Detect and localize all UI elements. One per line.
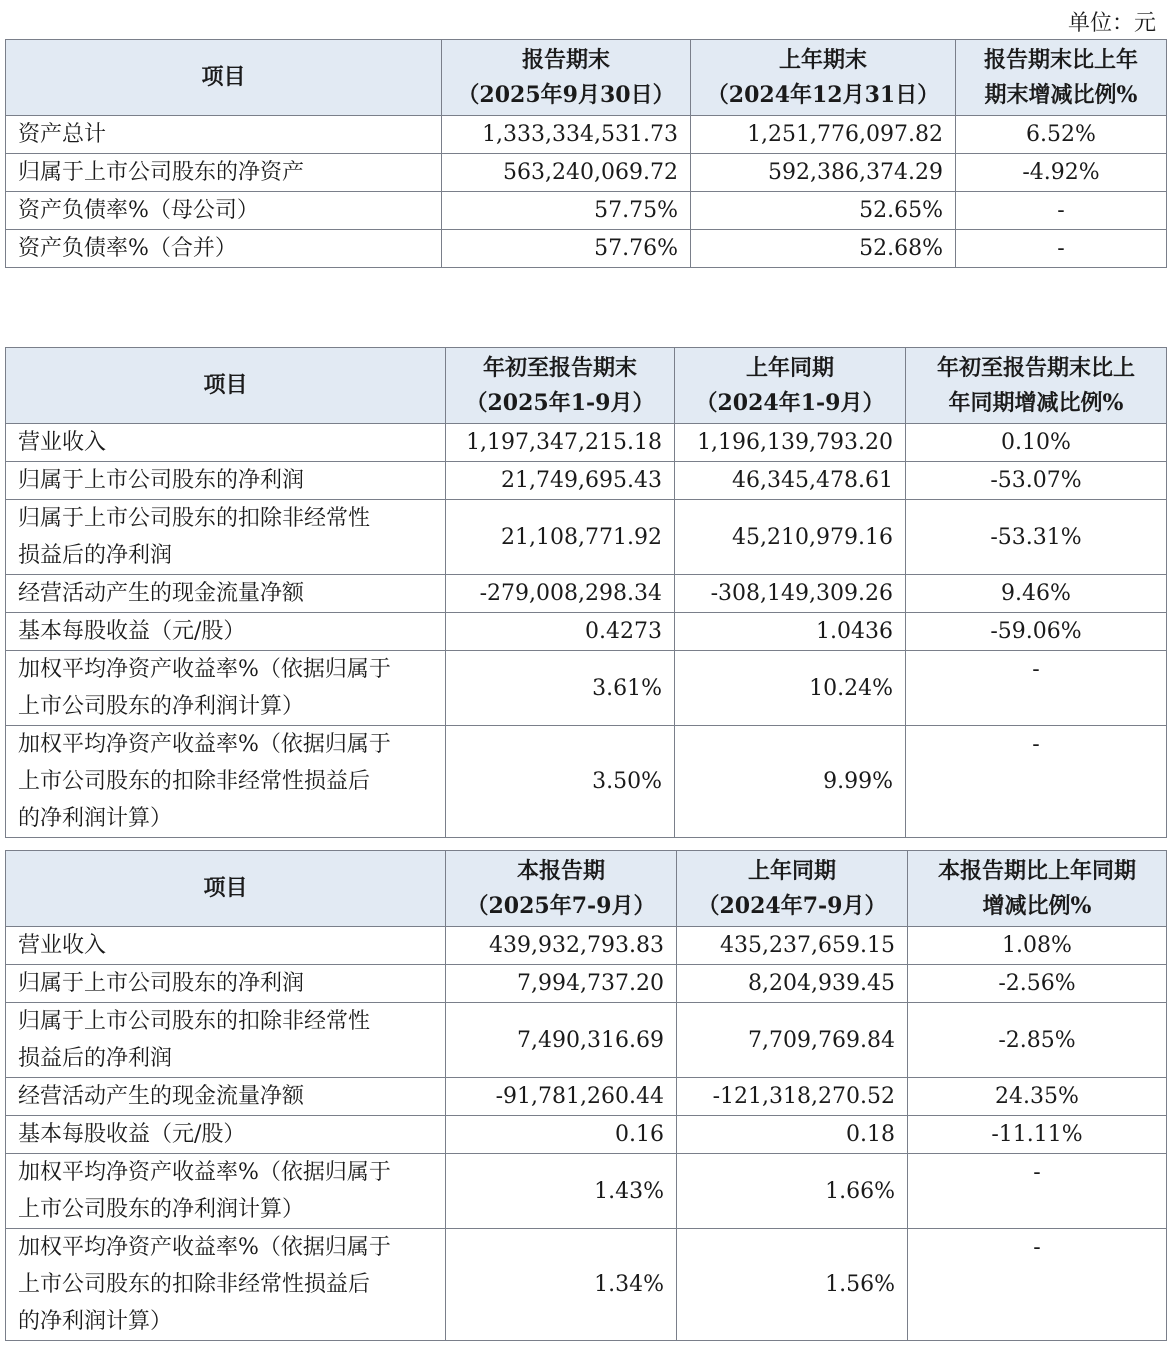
change-value: -11.11% bbox=[908, 1116, 1167, 1154]
change-value: - bbox=[906, 651, 1167, 726]
header-item: 项目 bbox=[6, 851, 446, 927]
current-value: 1,197,347,215.18 bbox=[446, 424, 675, 462]
header-current-period: 年初至报告期末 （2025年1-9月） bbox=[446, 348, 675, 424]
change-value: 6.52% bbox=[956, 116, 1167, 154]
prior-value: -308,149,309.26 bbox=[675, 575, 906, 613]
header-item: 项目 bbox=[6, 40, 442, 116]
change-value: - bbox=[906, 726, 1167, 838]
table-row bbox=[6, 613, 1167, 651]
prior-value: 1,251,776,097.82 bbox=[691, 116, 956, 154]
prior-value: 1,196,139,793.20 bbox=[675, 424, 906, 462]
change-value: 24.35% bbox=[908, 1078, 1167, 1116]
table-row bbox=[6, 965, 1167, 1003]
header-change: 本报告期比上年同期 增减比例% bbox=[908, 851, 1167, 927]
prior-value: 8,204,939.45 bbox=[677, 965, 908, 1003]
change-value: 1.08% bbox=[908, 927, 1167, 965]
current-value: 1.43% bbox=[446, 1154, 677, 1229]
prior-value: 9.99% bbox=[675, 726, 906, 838]
table-row bbox=[6, 1154, 1167, 1229]
row-label: 基本每股收益（元/股） bbox=[6, 1116, 446, 1154]
header-period-end: 报告期末 （2025年9月30日） bbox=[442, 40, 691, 116]
current-value: 1.34% bbox=[446, 1229, 677, 1341]
change-value: -59.06% bbox=[906, 613, 1167, 651]
change-value: -4.92% bbox=[956, 154, 1167, 192]
change-value: 0.10% bbox=[906, 424, 1167, 462]
header-prior-period: 上年同期 （2024年1-9月） bbox=[675, 348, 906, 424]
table-row bbox=[6, 192, 1167, 230]
current-value: 3.61% bbox=[446, 651, 675, 726]
row-label: 资产总计 bbox=[6, 116, 442, 154]
row-label: 营业收入 bbox=[6, 927, 446, 965]
header-change: 年初至报告期末比上 年同期增减比例% bbox=[906, 348, 1167, 424]
table-row bbox=[6, 500, 1167, 575]
row-label: 加权平均净资产收益率%（依据归属于 上市公司股东的扣除非经常性损益后 的净利润计算） bbox=[6, 726, 446, 838]
row-label: 加权平均净资产收益率%（依据归属于 上市公司股东的净利润计算） bbox=[6, 1154, 446, 1229]
current-value: 57.75% bbox=[442, 192, 691, 230]
current-value: -279,008,298.34 bbox=[446, 575, 675, 613]
prior-value: 592,386,374.29 bbox=[691, 154, 956, 192]
change-value: - bbox=[908, 1154, 1167, 1229]
change-value: -53.07% bbox=[906, 462, 1167, 500]
row-label: 经营活动产生的现金流量净额 bbox=[6, 1078, 446, 1116]
row-label: 基本每股收益（元/股） bbox=[6, 613, 446, 651]
row-label: 资产负债率%（合并） bbox=[6, 230, 442, 268]
table-row bbox=[6, 1003, 1167, 1078]
row-label: 加权平均净资产收益率%（依据归属于 上市公司股东的扣除非经常性损益后 的净利润计算） bbox=[6, 1229, 446, 1341]
header-item: 项目 bbox=[6, 348, 446, 424]
current-value: 1,333,334,531.73 bbox=[442, 116, 691, 154]
prior-value: 10.24% bbox=[675, 651, 906, 726]
current-value: 563,240,069.72 bbox=[442, 154, 691, 192]
change-value: -2.85% bbox=[908, 1003, 1167, 1078]
table-row bbox=[6, 1229, 1167, 1341]
current-value: 0.16 bbox=[446, 1116, 677, 1154]
current-value: 21,749,695.43 bbox=[446, 462, 675, 500]
row-label: 营业收入 bbox=[6, 424, 446, 462]
row-label: 归属于上市公司股东的净利润 bbox=[6, 965, 446, 1003]
header-prior-period: 上年同期 （2024年7-9月） bbox=[677, 851, 908, 927]
prior-value: 46,345,478.61 bbox=[675, 462, 906, 500]
row-label: 资产负债率%（母公司） bbox=[6, 192, 442, 230]
table-row bbox=[6, 230, 1167, 268]
table-row bbox=[6, 462, 1167, 500]
prior-value: 1.0436 bbox=[675, 613, 906, 651]
change-value: - bbox=[956, 192, 1167, 230]
table-row bbox=[6, 154, 1167, 192]
current-value: 7,994,737.20 bbox=[446, 965, 677, 1003]
row-label: 加权平均净资产收益率%（依据归属于 上市公司股东的净利润计算） bbox=[6, 651, 446, 726]
prior-value: 52.65% bbox=[691, 192, 956, 230]
row-label: 归属于上市公司股东的扣除非经常性 损益后的净利润 bbox=[6, 500, 446, 575]
change-value: - bbox=[956, 230, 1167, 268]
prior-value: 45,210,979.16 bbox=[675, 500, 906, 575]
change-value: 9.46% bbox=[906, 575, 1167, 613]
table-row bbox=[6, 651, 1167, 726]
current-value: 439,932,793.83 bbox=[446, 927, 677, 965]
table-row bbox=[6, 575, 1167, 613]
table-row bbox=[6, 1116, 1167, 1154]
quarter-performance-table bbox=[5, 850, 1167, 1341]
current-value: 7,490,316.69 bbox=[446, 1003, 677, 1078]
table-row bbox=[6, 1078, 1167, 1116]
change-value: - bbox=[908, 1229, 1167, 1341]
table-row bbox=[6, 424, 1167, 462]
unit-label: 单位：元 bbox=[1067, 11, 1156, 36]
current-value: 3.50% bbox=[446, 726, 675, 838]
prior-value: 1.66% bbox=[677, 1154, 908, 1229]
balance-summary-table bbox=[5, 39, 1167, 268]
current-value: 21,108,771.92 bbox=[446, 500, 675, 575]
header-prior-year-end: 上年期末 （2024年12月31日） bbox=[691, 40, 956, 116]
row-label: 归属于上市公司股东的扣除非经常性 损益后的净利润 bbox=[6, 1003, 446, 1078]
row-label: 经营活动产生的现金流量净额 bbox=[6, 575, 446, 613]
prior-value: 52.68% bbox=[691, 230, 956, 268]
prior-value: 7,709,769.84 bbox=[677, 1003, 908, 1078]
current-value: -91,781,260.44 bbox=[446, 1078, 677, 1116]
header-change: 报告期末比上年 期末增减比例% bbox=[956, 40, 1167, 116]
prior-value: 435,237,659.15 bbox=[677, 927, 908, 965]
header-current-period: 本报告期 （2025年7-9月） bbox=[446, 851, 677, 927]
row-label: 归属于上市公司股东的净资产 bbox=[6, 154, 442, 192]
current-value: 57.76% bbox=[442, 230, 691, 268]
prior-value: 0.18 bbox=[677, 1116, 908, 1154]
table-row bbox=[6, 726, 1167, 838]
change-value: -2.56% bbox=[908, 965, 1167, 1003]
row-label: 归属于上市公司股东的净利润 bbox=[6, 462, 446, 500]
table-row bbox=[6, 116, 1167, 154]
change-value: -53.31% bbox=[906, 500, 1167, 575]
ytd-performance-table bbox=[5, 347, 1167, 838]
prior-value: -121,318,270.52 bbox=[677, 1078, 908, 1116]
current-value: 0.4273 bbox=[446, 613, 675, 651]
table-row bbox=[6, 927, 1167, 965]
prior-value: 1.56% bbox=[677, 1229, 908, 1341]
